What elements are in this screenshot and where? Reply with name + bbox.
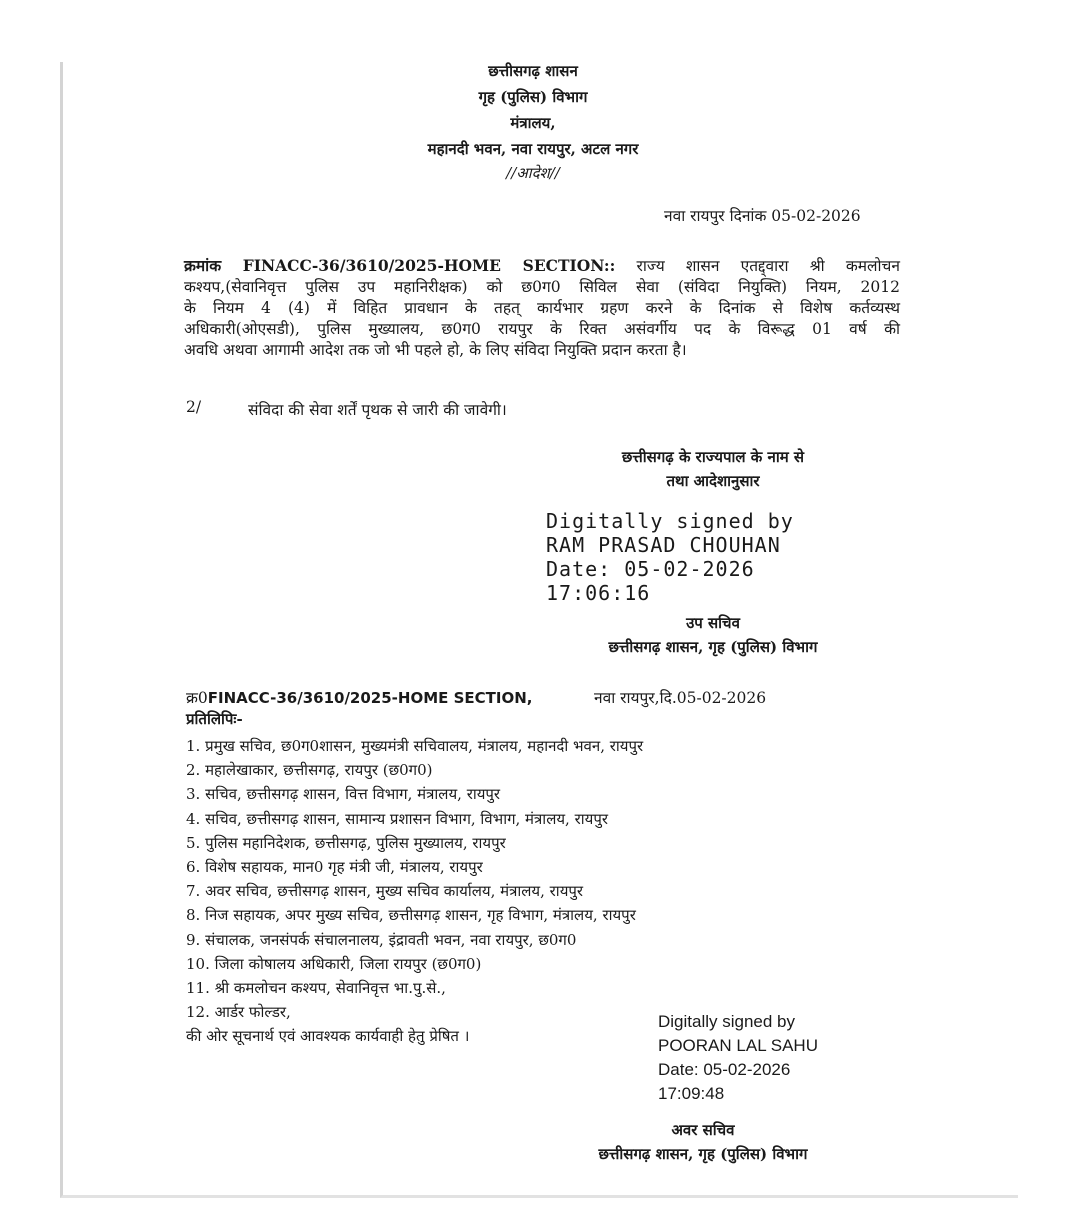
governor-line2: तथा आदेशानुसार [666, 472, 760, 490]
list-item: 5. पुलिस महानिदेशक, छत्तीसगढ़, पुलिस मुख्यालय, रायपुर [186, 833, 506, 852]
sig1-date: Date: 05-02-2026 [546, 557, 755, 581]
header-department: गृह (पुलिस) विभाग [478, 88, 588, 106]
sig2-line1: Digitally signed by [658, 1012, 796, 1031]
header-government: छत्तीसगढ़ शासन [488, 62, 578, 80]
header-order-title: //आदेश// [506, 164, 560, 182]
point2-number: 2/ [186, 398, 202, 416]
order-date: नवा रायपुर दिनांक 05-02-2026 [664, 207, 861, 225]
copy-ref-date: नवा रायपुर,दि.05-02-2026 [594, 689, 767, 707]
designation2-dept: छत्तीसगढ़ शासन, गृह (पुलिस) विभाग [598, 1145, 808, 1163]
order-paragraph [184, 255, 900, 361]
list-item: 7. अवर सचिव, छत्तीसगढ़ शासन, मुख्य सचिव कार्यालय, मंत्रालय, रायपुर [186, 882, 584, 901]
list-item: 4. सचिव, छत्तीसगढ़ शासन, सामान्य प्रशासन विभाग, विभाग, मंत्रालय, रायपुर [186, 809, 608, 828]
order-line-2: कश्यप,(सेवानिवृत्त पुलिस उप महानिरीक्षक) को छ0ग0 सिविल सेवा (संविदा नियुक्ति) नियम, 2012 [184, 278, 900, 296]
copy-ref-code: FINACC-36/3610/2025-HOME SECTION, [207, 689, 533, 707]
designation2-title: अवर सचिव [671, 1121, 735, 1139]
list-item: 6. विशेष सहायक, मान0 गृह मंत्री जी, मंत्रालय, रायपुर [186, 858, 483, 877]
sig1-line1: Digitally signed by [546, 509, 794, 533]
sig1-time: 17:06:16 [546, 581, 651, 605]
order-line-5: अवधि अथवा आगामी आदेश तक जो भी पहले हो, के लिए संविदा नियुक्ति प्रदान करता है। [184, 341, 687, 359]
list-item: 9. संचालक, जनसंपर्क संचालनालय, इंद्रावती भवन, नवा रायपुर, छ0ग0 [186, 930, 577, 949]
sig1-signer: RAM PRASAD CHOUHAN [546, 533, 781, 557]
copy-ref-prefix: क्र0 [186, 689, 208, 707]
list-item: 1. प्रमुख सचिव, छ0ग0शासन, मुख्यमंत्री सचिवालय, मंत्रालय, महानदी भवन, रायपुर [186, 737, 644, 755]
digital-signature-1 [546, 509, 794, 605]
digital-signature-2 [658, 1010, 818, 1106]
designation1-dept: छत्तीसगढ़ शासन, गृह (पुलिस) विभाग [608, 638, 818, 656]
list-item: 11. श्री कमलोचन कश्यप, सेवानिवृत्त भा.पु.से., [186, 979, 446, 998]
copy-reference [186, 686, 532, 708]
list-item: 12. आर्डर फोल्डर, [186, 1003, 291, 1022]
list-item: 2. महालेखाकार, छत्तीसगढ़, रायपुर (छ0ग0) [186, 761, 433, 780]
sig2-date: Date: 05-02-2026 [658, 1060, 791, 1079]
list-item: 3. सचिव, छत्तीसगढ़ शासन, वित्त विभाग, मंत्रालय, रायपुर [186, 785, 501, 804]
order-line-4: अधिकारी(ओएसडी), पुलिस मुख्यालय, छ0ग0 रायपुर के रिक्त असंवर्गीय पद के विरूद्ध 01 वर्ष की [184, 320, 900, 338]
governor-line1: छत्तीसगढ़ के राज्यपाल के नाम से [621, 448, 805, 466]
sig2-signer: POORAN LAL SAHU [658, 1036, 818, 1055]
order-reference: क्रमांक FINACC-36/3610/2025-HOME SECTION:: [184, 256, 616, 275]
header-ministry: मंत्रालय, [510, 114, 556, 132]
header-address: महानदी भवन, नवा रायपुर, अटल नगर [427, 140, 639, 158]
copy-heading: प्रतिलिपिः- [186, 710, 243, 728]
designation1-title: उप सचिव [686, 614, 740, 632]
copy-closing: की ओर सूचनार्थ एवं आवश्यक कार्यवाही हेतु प्रेषित । [186, 1027, 470, 1046]
order-line-3: के नियम 4 (4) में विहित प्रावधान के तहत् कार्यभार ग्रहण करने के दिनांक से विशेष कर्तव्यस्थ [184, 299, 900, 317]
sig2-time: 17:09:48 [658, 1084, 725, 1103]
order-line-1: क्रमांक FINACC-36/3610/2025-HOME SECTION:: राज्य शासन एतद्द्वारा श्री कमलोचन [184, 256, 900, 275]
distribution-list [186, 734, 643, 1049]
list-item: 8. निज सहायक, अपर मुख्य सचिव, छत्तीसगढ़ शासन, गृह विभाग, मंत्रालय, रायपुर [186, 906, 636, 925]
list-item: 10. जिला कोषालय अधिकारी, जिला रायपुर (छ0ग0) [186, 954, 482, 973]
point2-text: संविदा की सेवा शर्तें पृथक से जारी की जावेगी। [248, 401, 507, 419]
